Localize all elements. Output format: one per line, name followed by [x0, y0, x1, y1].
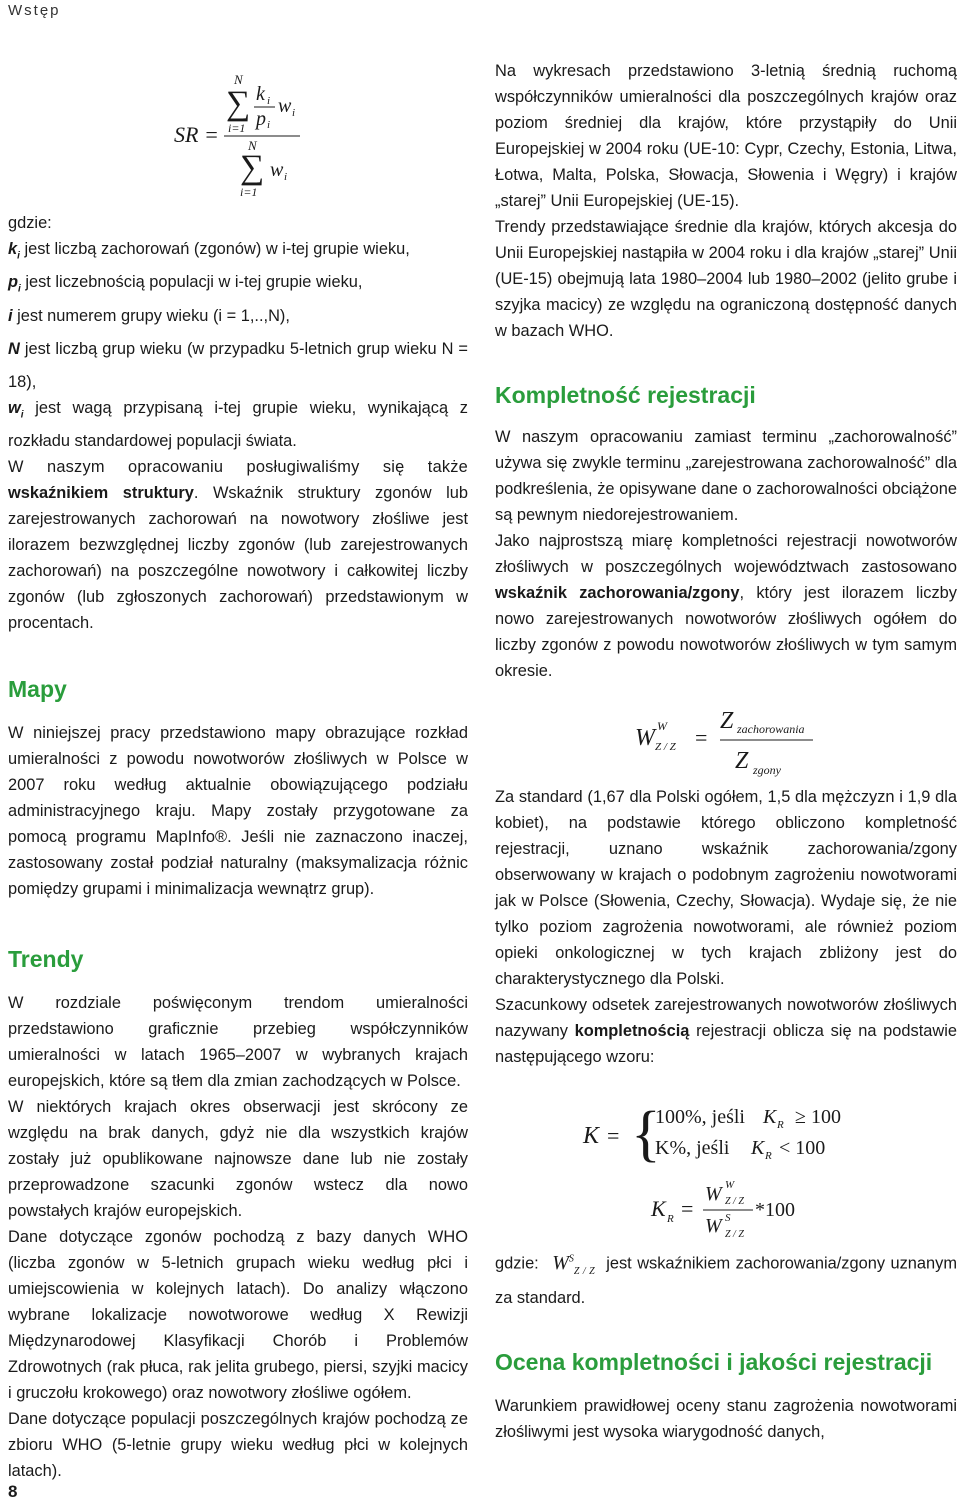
kf-case2: K%, jeśli [655, 1137, 730, 1159]
kf-brace: { [631, 1100, 661, 1168]
kompletnosc-heading: Kompletność rejestracji [495, 382, 756, 408]
wf-Z-num: Z [720, 708, 734, 734]
sr-lhs: SR = [174, 122, 219, 147]
szacunkowy-paragraph: Szacunkowy odsetek zarejestrowanych nowotworów złośliwych nazywany kompletnością rejestracji oblicza się na podstawie następującego wzoru: [495, 996, 957, 1066]
trendy-paragraph-2: W niektórych krajach okres obserwacji jest skrócony ze względu na brak danych, gdyż nie dla wszystkich krajów zostały już opublikowane najnowsze dane lub nie zostały przeprowadzone szacunki zgonów wstecz dla nowo powstałych krajów europejskich. [8, 1098, 468, 1221]
mapy-heading: Mapy [8, 676, 67, 703]
kf-eq: = [607, 1123, 620, 1148]
ws-symbol: $W^S_{Z / Z}$ [552, 1251, 595, 1277]
definition-item: $k_i$ jest liczbą zachorowań (zgonów) w i-tej grupie wieku, [8, 240, 410, 262]
right-column [495, 58, 957, 1445]
wf-sub: Z / Z [655, 741, 676, 753]
kr-den-sub: Z / Z [725, 1229, 744, 1238]
gdzie-label: gdzie: [8, 214, 52, 232]
intro-paragraph-2: Trendy przedstawiające średnie dla krajów, których akcesja do Unii Europejskiej nastąpiła w 2004 roku i dla krajów „starej” Unii (UE-15) obejmują lata 1980–2004 lub 1980–2002 (jelito grube i szyjka macicy) ze względu na ograniczoną dostępność danych w bazach WHO. [495, 218, 957, 340]
definition-item: i jest numerem grupy wieku (i = 1,..,N), [8, 306, 290, 325]
sr-k-sub: i [267, 95, 271, 107]
kf-case1-R: R [777, 1119, 784, 1131]
sr-p: p [256, 108, 266, 130]
ocena-heading: Ocena kompletności i jakości rejestracji [495, 1348, 933, 1375]
sr-den-bottom: i=1 [240, 185, 258, 199]
sr-den-sum: ∑ [240, 149, 265, 186]
kompletnosc-paragraph-1: W naszym opracowaniu zamiast terminu „zachorowalność” używa się zwykle terminu „zarejestrowana zachorowalność” dla podkreślenia, że opisywane dane o zachorowalności obciążone są pewnym niedorejestrowaniem. [495, 428, 957, 524]
definition-item: $w_i$ jest wagą przypisaną i-tej grupie wieku, wynikającą z rozkładu standardowej populacji świata. [8, 399, 468, 451]
wf-eq: = [695, 725, 708, 750]
sr-den-top: N [248, 138, 257, 153]
sr-p-sub: i [267, 119, 271, 131]
sr-w: w [278, 95, 292, 117]
page-number: 8 [8, 1482, 18, 1501]
trendy-paragraph-4: Dane dotyczące populacji poszczególnych krajów pochodzą ze zbioru WHO (5-letnie grupy wieku według płci w kolejnych latach). [8, 1410, 468, 1481]
kompletnosc-paragraph-2: Jako najprostszą miarę kompletności rejestracji nowotworów złośliwych w poszczególnych województwach zastosowano wskaźnik zachorowania/zgony, który jest ilorazem liczby nowo zarejestrowanych nowotworów złośliwych ogółem do liczby zgonów z powodu nowotworów złośliwych w tym samym okresie. [495, 532, 957, 680]
k-formula [495, 1088, 957, 1238]
wf-num-sub: zachorowania [737, 722, 805, 736]
kf-case1-ge: ≥ 100 [795, 1106, 841, 1128]
kr-num-sup: W [725, 1179, 735, 1191]
trendy-heading: Trendy [8, 946, 84, 973]
definitions [8, 236, 468, 454]
kf-case1: 100%, jeśli [655, 1106, 745, 1128]
kr-mult: *100 [755, 1199, 795, 1221]
wf-Z-den: Z [735, 748, 749, 774]
wf-den-sub: zgony [753, 763, 781, 777]
ocena-paragraph: Warunkiem prawidłowej oceny stanu zagrożenia nowotworami złośliwymi jest wysoka wiarygodność danych, [495, 1396, 957, 1441]
trendy-paragraph-1: W rozdziale poświęconym trendom umieralności przedstawiono graficznie przebieg współczynników umieralności w latach 1965–2007 w wybranych krajach europejskich, które są tłem dla zmian zachodzących w Polsce. [8, 994, 468, 1091]
sr-sum-sign: ∑ [226, 85, 251, 122]
sr-sum-bottom: i=1 [228, 121, 246, 135]
structure-paragraph: W naszym opracowaniu posługiwaliśmy się także wskaźnikiem struktury. Wskaźnik struktury zgonów lub zarejestrowanych zachorowań na nowotwory złośliwe jest ilorazem bezwzględnej liczby zgonów (lub zarejestrowanych zachorowań) na poszczególne nowotwory i całkowitej liczby zgonów (lub zgłoszonych zachorowań) przedstawionym w procentach. [8, 458, 468, 633]
sr-den-w: w [270, 159, 284, 181]
kf-case2-R: R [765, 1150, 772, 1162]
mapy-paragraph: W niniejszej pracy przedstawiono mapy obrazujące rozkład umieralności z powodu nowotworów złośliwych w Polsce w 2007 roku według aktualnie obowiązującego podziału administracyjnego kraju. Mapy zostały przygotowane za pomocą programu MapInfo®. Jeśli nie zaznaczono inaczej, zastosowany został podział naturalny (maksymalizacja różnic pomiędzy grupami i minimalizacja wewnątrz grup). [8, 724, 468, 899]
sr-w-sub: i [292, 107, 296, 119]
kr-num-W: W [705, 1183, 722, 1205]
trendy-paragraph-3: Dane dotyczące zgonów pochodzą z bazy danych WHO (liczba zgonów w 5-letnich grupach wieku według płci i umiejscowienia w kolejnych latach). Do analizy włączono wybrane lokalizacje nowotworowe według X Rewizji Międzynarodowej Klasyfikacji Chorób i Problemów Zdrowotnych (rak płuca, rak jelita grubego, piersi, szyjki macicy i gruczołu krokowego) oraz nowotwory złośliwe ogółem. [8, 1228, 468, 1403]
wf-sup: W [657, 719, 667, 733]
gdzie-standard-paragraph: gdzie: $W^S_{Z / Z}$ jest wskaźnikiem zachorowania/zgony uznanym za standard. [495, 1251, 958, 1307]
sr-k: k [256, 83, 265, 105]
w-formula [495, 690, 957, 780]
standard-paragraph: Za standard (1,67 dla Polski ogółem, 1,5 dla mężczyzn i 1,9 dla kobiet), na podstawie którego obliczono kompletność rejestracji, uznano wskaźnik zachorowania/zgony obserwowany w krajach o podobnym zagrożeniu nowotworami jak w Polsce (Słowenia, Czechy, Słowacja). Wydaje się, że nie tylko poziom zagrożenia nowotworami, ale również poziom opieki onkologicznej w tych krajach zbliżony jest do charakterystycznego dla Polski. [495, 788, 957, 988]
kf-case1-K: K [763, 1106, 777, 1128]
kr-num-sub: Z / Z [725, 1196, 744, 1207]
kr-eq: = [681, 1196, 694, 1221]
kf-K: K [583, 1123, 600, 1149]
section-header: Wstęp [8, 2, 61, 19]
kf-case2-lt: < 100 [779, 1137, 826, 1159]
kr-K: K [651, 1196, 666, 1221]
sr-sum-top: N [234, 72, 243, 87]
kf-case2-K: K [751, 1137, 765, 1159]
kr-den-W: W [705, 1215, 722, 1237]
kr-R: R [667, 1213, 674, 1225]
intro-paragraph-1: Na wykresach przedstawiono 3-letnią średnią ruchomą współczynników umieralności dla poszczególnych krajów oraz poziom średniej dla krajów, które przystąpiły do Unii Europejskiej w 2004 roku (UE-10: Cypr, Czechy, Estonia, Litwa, Łotwa, Malta, Polska, Słowacja, Słowenia i Węgry) i krajów „starej” Unii Europejskiej (UE-15). [495, 62, 957, 210]
definition-item: N jest liczbą grup wieku (w przypadku 5-letnich grup wieku N = 18), [8, 339, 468, 392]
kr-den-sup: S [725, 1212, 731, 1224]
sr-den-w-sub: i [284, 171, 288, 183]
wf-W: W [635, 725, 655, 751]
left-column [8, 60, 468, 1484]
definition-item: $p_i$ jest liczebnością populacji w i-tej grupie wieku, [8, 273, 363, 295]
